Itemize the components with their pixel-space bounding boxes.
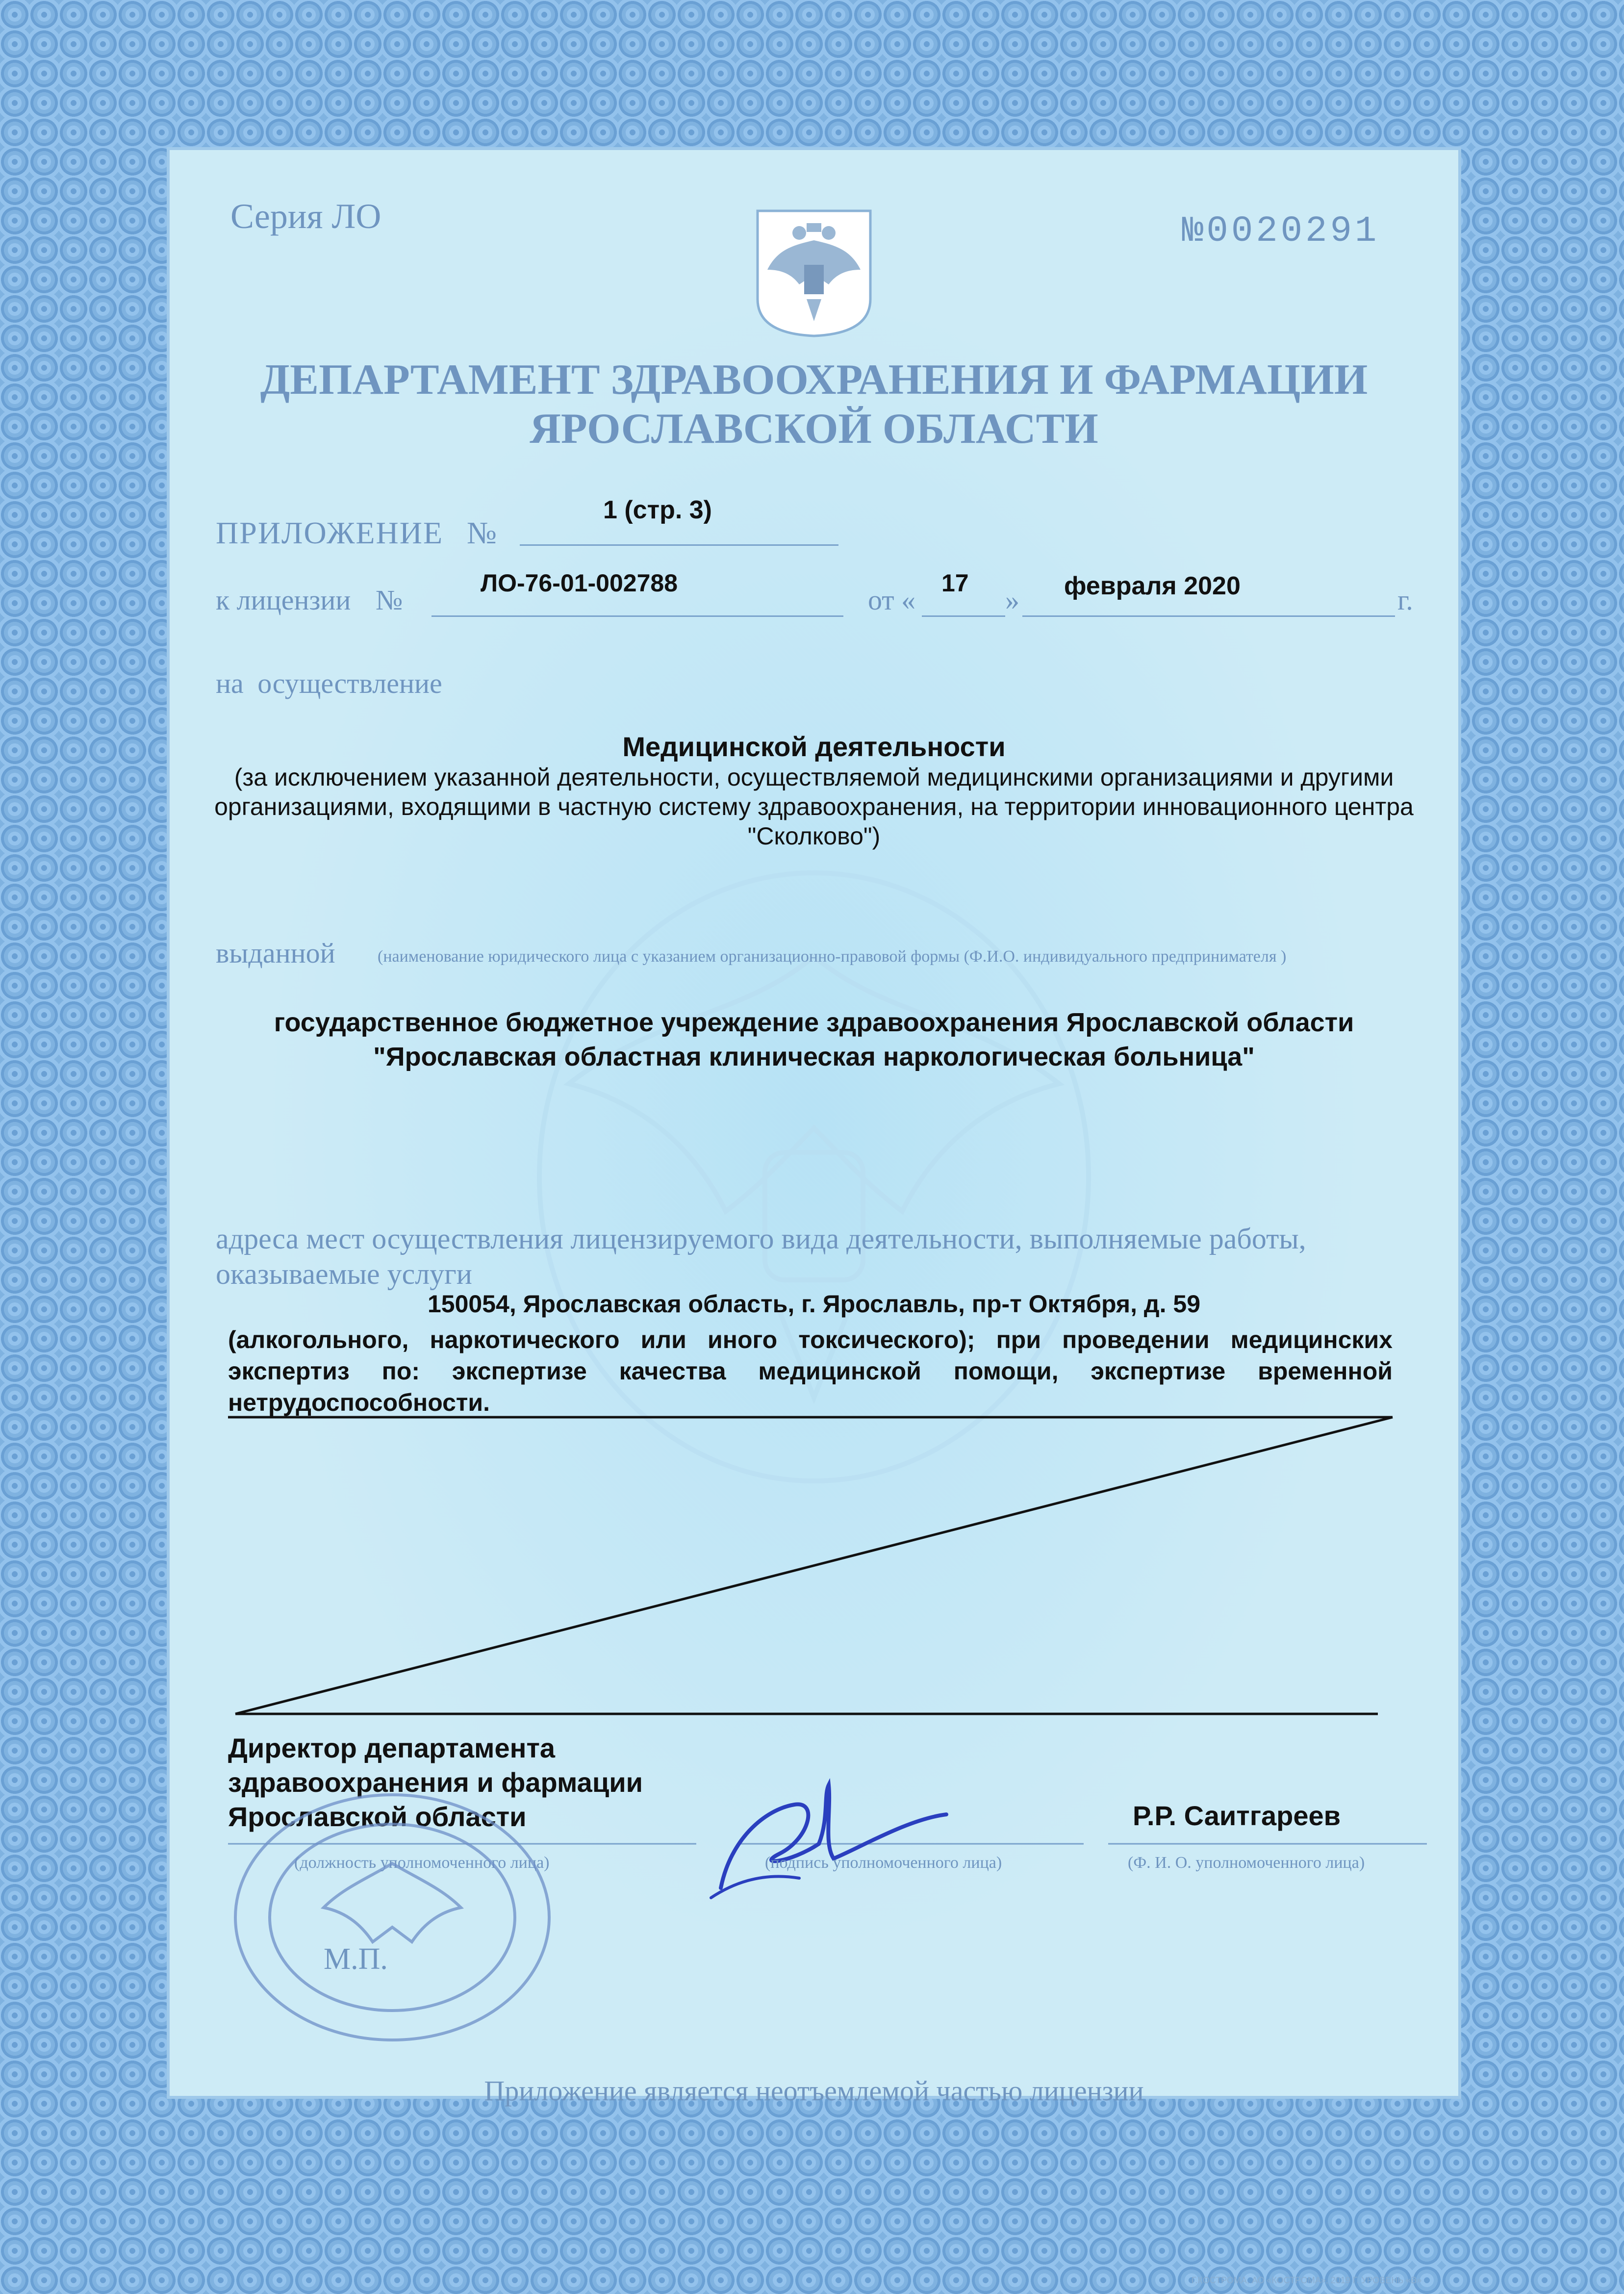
signatory-name: Р.Р. Саитгареев (1133, 1800, 1341, 1831)
appendix-no-sign: № (467, 515, 498, 550)
position-line2: здравоохранения и фармации (228, 1767, 643, 1798)
document-number: №0020291 (1182, 211, 1380, 252)
caption-name: (Ф. И. О. уполномоченного лица) (1128, 1854, 1365, 1872)
department-title-line1: ДЕПАРТАМЕНТ ЗДРАВООХРАНЕНИЯ И ФАРМАЦИИ (260, 356, 1368, 404)
date-from-label: от « (868, 584, 916, 616)
issued-label: выданной (216, 937, 335, 969)
series-label: Серия ЛО (230, 197, 381, 236)
department-title-line2: ЯРОСЛАВСКОЙ ОБЛАСТИ (530, 405, 1098, 453)
date-day: 17 (941, 569, 969, 597)
footer-note: Приложение является неотъемлемой частью лицензии (484, 2075, 1144, 2107)
position-line3: Ярославской области (228, 1801, 527, 1832)
date-month-year: февраля 2020 (1064, 572, 1241, 600)
license-no-sign: № (375, 584, 403, 616)
date-close-quote: » (1005, 584, 1019, 616)
issued-note: (наименование юридического лица с указанием организационно-правовой формы (Ф.И.О. индивидуального предпринимателя ) (378, 947, 1287, 966)
address-label: адреса мест осуществления лицензируемого вида деятельности, выполняемые работы, оказываемые услуги (216, 1223, 1306, 1290)
activity-description: (за исключением указанной деятельности, осуществляемой медицинскими организациями и другими организациями, входящими в частную систему здравоохранения, на территории инновационного центра "Сколково") (214, 764, 1414, 850)
handwritten-signature (701, 1765, 956, 1912)
position-line1: Директор департамента (228, 1733, 556, 1763)
year-suffix: г. (1397, 584, 1413, 616)
printer-imprint: Г.КОСТРОМА, АО «КОСТРОМА», 2019 Г. УРОВЕНЬ «В» (1192, 2275, 1422, 2285)
organization-line1: государственное бюджетное учреждение здравоохранения Ярославской области (274, 1008, 1354, 1037)
license-word: к лицензии (216, 584, 351, 616)
address-value: 150054, Ярославская область, г. Ярославль, пр-т Октября, д. 59 (427, 1290, 1201, 1318)
appendix-value: 1 (стр. 3) (603, 496, 712, 524)
works-description: (алкогольного, наркотического или иного токсического); при проведении медицинских экспертиз по: экспертизе качества медицинской помощи, экспертизе временной нетрудоспособности. (228, 1326, 1393, 1416)
stamp-mark: М.П. (324, 1942, 388, 1976)
official-stamp (216, 1780, 569, 2055)
activity-label: на осуществление (216, 667, 442, 699)
activity-title: Медицинской деятельности (622, 731, 1006, 762)
appendix-word: ПРИЛОЖЕНИЕ (216, 515, 444, 550)
organization-line2: "Ярославская областная клиническая наркологическая больница" (373, 1042, 1255, 1071)
caption-position: (должность уполномоченного лица) (294, 1854, 550, 1872)
license-number: ЛО-76-01-002788 (481, 569, 678, 597)
caption-signature: (подпись уполномоченного лица) (765, 1854, 1002, 1872)
